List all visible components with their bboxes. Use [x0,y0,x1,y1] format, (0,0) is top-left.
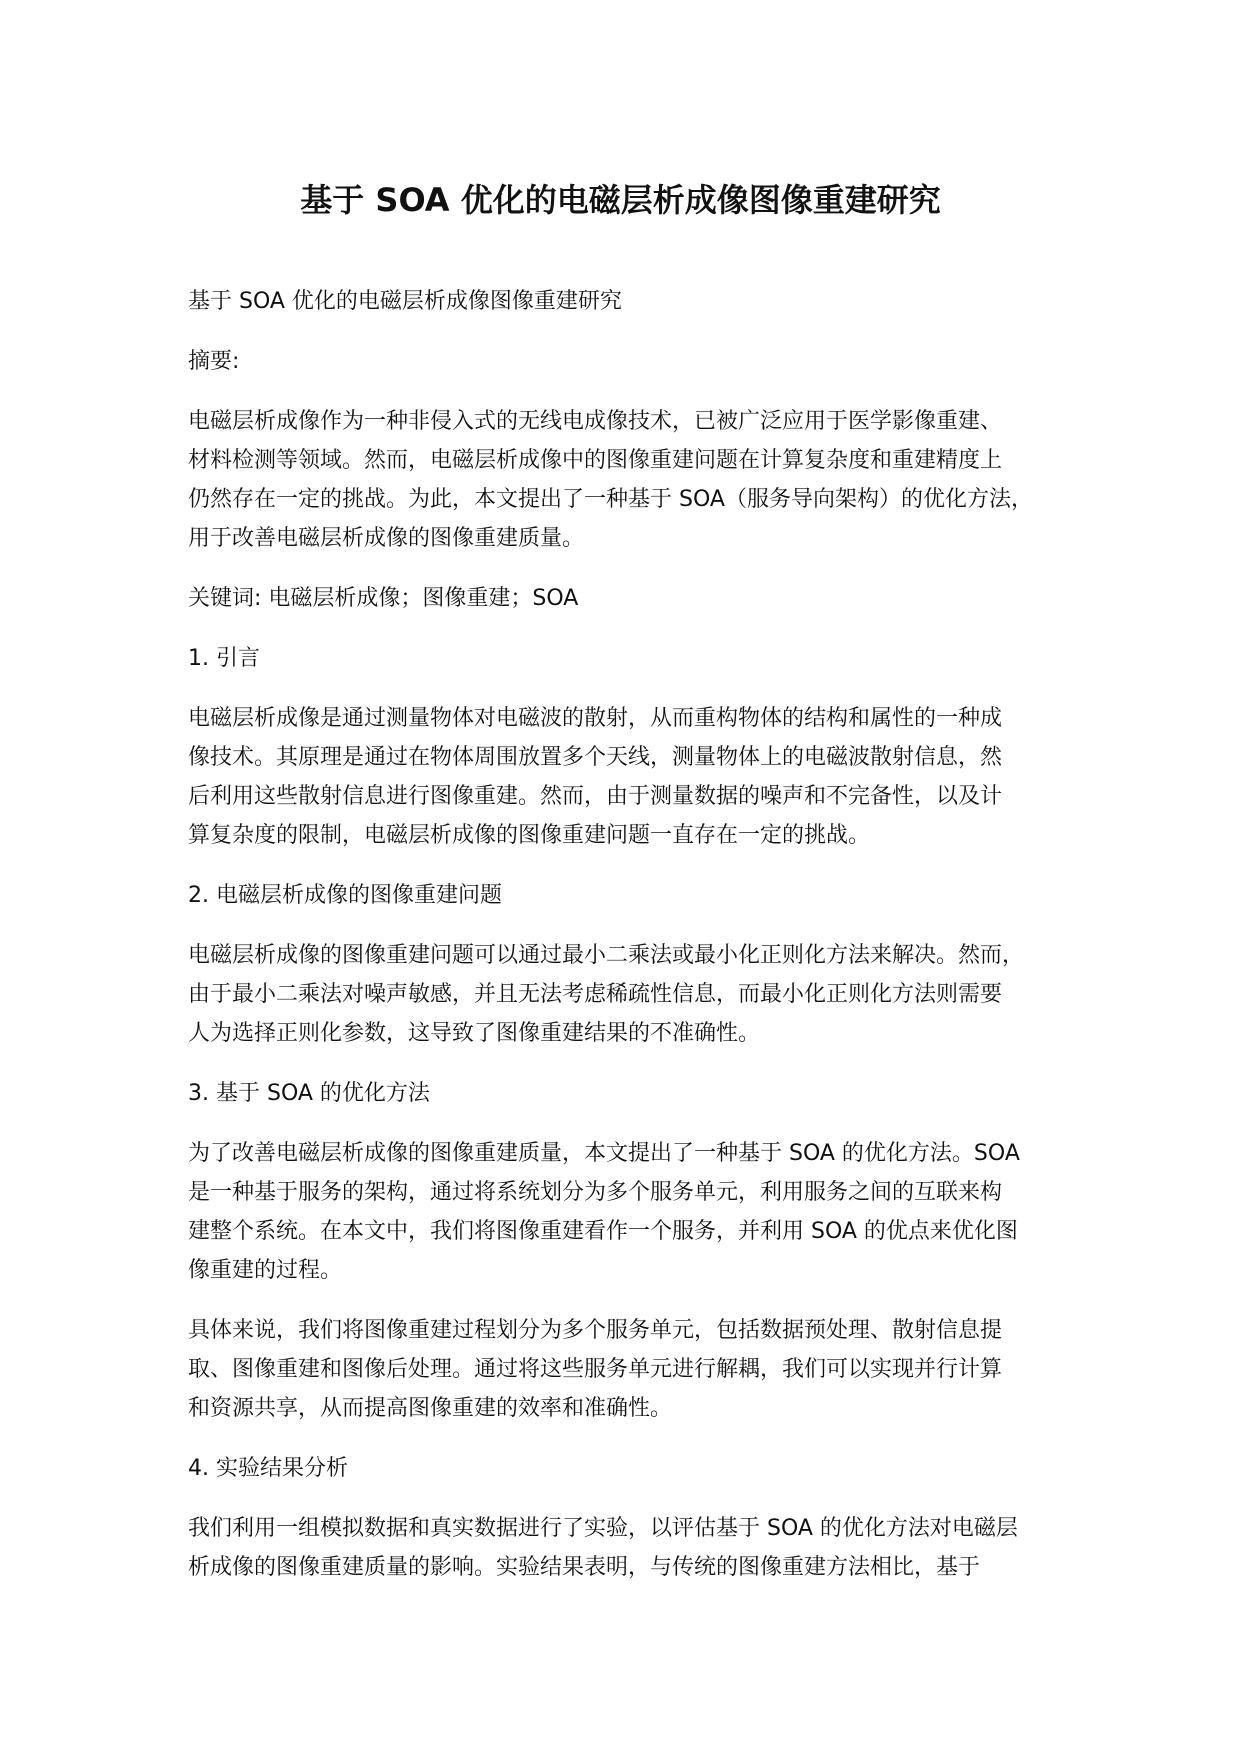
section-2-line: 电磁层析成像的图像重建问题可以通过最小二乘法或最小化正则化方法来解决。然而， [188,943,1025,968]
abstract-label-paragraph [188,342,1088,381]
section-1-line: 像技术。其原理是通过在物体周围放置多个天线，测量物体上的电磁波散射信息，然 [188,745,1003,770]
document-title: 基于 SOA 优化的电磁层析成像图像重建研究 [300,181,941,219]
document-body [188,282,1088,1608]
section-3-line: 是一种基于服务的架构，通过将系统划分为多个服务单元，利用服务之间的互联来构 [188,1180,1003,1205]
section-1-line: 后利用这些散射信息进行图像重建。然而，由于测量数据的噪声和不完备性，以及计 [188,784,1003,809]
section-1-line: 算复杂度的限制，电磁层析成像的图像重建问题一直存在一定的挑战。 [188,823,871,848]
abstract-line: 用于改善电磁层析成像的图像重建质量。 [188,526,585,551]
abstract-line: 仍然存在一定的挑战。为此，本文提出了一种基于 SOA（服务导向架构）的优化方法， [188,487,1033,512]
section-4-line: 我们利用一组模拟数据和真实数据进行了实验，以评估基于 SOA 的优化方法对电磁层 [188,1516,1018,1541]
section-3-line: 具体来说，我们将图像重建过程划分为多个服务单元，包括数据预处理、散射信息提 [188,1318,1003,1343]
keywords-text: 关键词: 电磁层析成像；图像重建；SOA [188,586,579,611]
section-3-paragraph-1 [188,1134,1088,1290]
section-3-line: 建整个系统。在本文中，我们将图像重建看作一个服务，并利用 SOA 的优点来优化图 [188,1219,1018,1244]
section-1-line: 电磁层析成像是通过测量物体对电磁波的散射，从而重构物体的结构和属性的一种成 [188,706,1003,731]
section-2-paragraph [188,936,1088,1053]
keywords-paragraph [188,579,1088,618]
abstract-line: 材料检测等领域。然而，电磁层析成像中的图像重建问题在计算复杂度和重建精度上 [188,448,1003,473]
abstract-label: 摘要: [188,349,240,374]
abstract-line: 电磁层析成像作为一种非侵入式的无线电成像技术，已被广泛应用于医学影像重建、 [188,409,1003,434]
section-3-heading-paragraph [188,1074,1088,1113]
section-3-paragraph-2 [188,1311,1088,1428]
section-4-heading-paragraph [188,1449,1088,1488]
section-2-line: 人为选择正则化参数，这导致了图像重建结果的不准确性。 [188,1021,761,1046]
section-3-line: 和资源共享，从而提高图像重建的效率和准确性。 [188,1396,673,1421]
section-3-line: 像重建的过程。 [188,1258,343,1283]
section-3-line: 为了改善电磁层析成像的图像重建质量，本文提出了一种基于 SOA 的优化方法。SOA [188,1141,1020,1166]
section-3-line: 取、图像重建和图像后处理。通过将这些服务单元进行解耦，我们可以实现并行计算 [188,1357,1003,1382]
subtitle-text: 基于 SOA 优化的电磁层析成像图像重建研究 [188,289,622,314]
section-4-paragraph [188,1509,1088,1587]
subtitle-paragraph [188,282,1088,321]
section-4-heading: 4. 实验结果分析 [188,1456,348,1481]
section-1-heading-paragraph [188,639,1088,678]
section-1-paragraph [188,699,1088,855]
section-2-heading: 2. 电磁层析成像的图像重建问题 [188,883,502,908]
section-2-line: 由于最小二乘法对噪声敏感，并且无法考虑稀疏性信息，而最小化正则化方法则需要 [188,982,1003,1007]
abstract-paragraph [188,402,1088,558]
section-3-heading: 3. 基于 SOA 的优化方法 [188,1081,430,1106]
section-1-heading: 1. 引言 [188,646,260,671]
section-4-line: 析成像的图像重建质量的影响。实验结果表明，与传统的图像重建方法相比，基于 [188,1555,981,1580]
section-2-heading-paragraph [188,876,1088,915]
